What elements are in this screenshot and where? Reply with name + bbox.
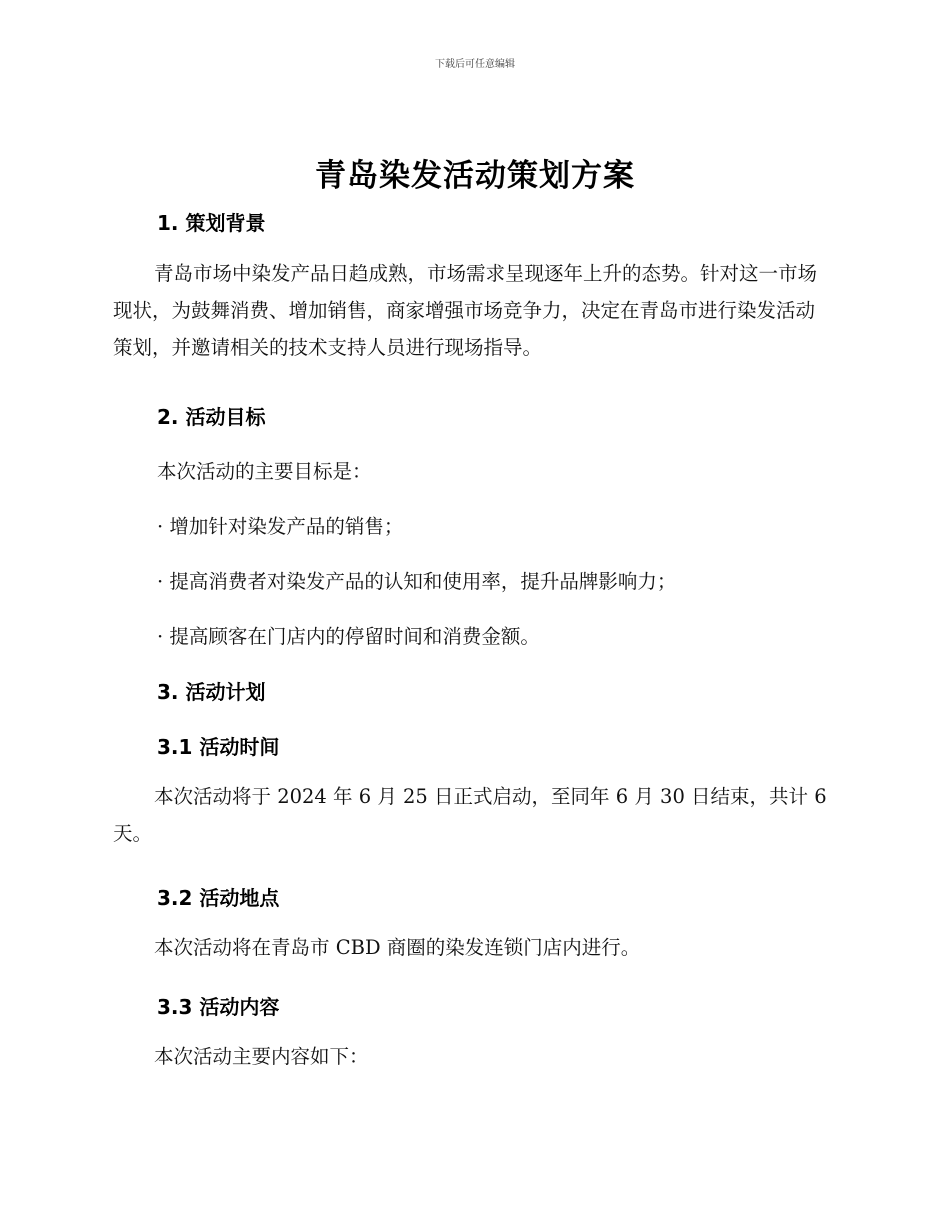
goal-item: · 提高消费者对染发产品的认知和使用率，提升品牌影响力； bbox=[157, 570, 677, 593]
subsection-heading-location: 3.2 活动地点 bbox=[157, 886, 280, 910]
page-header-note: 下载后可任意编辑 bbox=[435, 59, 515, 70]
content-paragraph: 本次活动主要内容如下： bbox=[154, 1045, 369, 1068]
goals-intro: 本次活动的主要目标是： bbox=[157, 460, 372, 483]
goal-item: · 增加针对染发产品的销售； bbox=[157, 515, 404, 538]
section-heading-background: 1. 策划背景 bbox=[157, 211, 266, 235]
subsection-heading-time: 3.1 活动时间 bbox=[157, 735, 280, 759]
section-heading-plan: 3. 活动计划 bbox=[157, 680, 266, 704]
time-paragraph: 本次活动将于 2024 年 6 月 25 日正式启动，至同年 6 月 30 日结束，共计 6 天。 bbox=[113, 785, 827, 845]
subsection-heading-content: 3.3 活动内容 bbox=[157, 995, 280, 1019]
background-paragraph: 青岛市场中染发产品日趋成熟，市场需求呈现逐年上升的态势。针对这一市场现状，为鼓舞消费、增加销售，商家增强市场竞争力，决定在青岛市进行染发活动策划，并邀请相关的技术支持人员进行现场指导。 bbox=[113, 262, 818, 359]
goal-item: · 提高顾客在门店内的停留时间和消费金额。 bbox=[157, 625, 540, 648]
document-title: 青岛染发活动策划方案 bbox=[315, 158, 635, 194]
section-heading-goals: 2. 活动目标 bbox=[157, 405, 266, 429]
location-paragraph: 本次活动将在青岛市 CBD 商圈的染发连锁门店内进行。 bbox=[154, 936, 641, 959]
